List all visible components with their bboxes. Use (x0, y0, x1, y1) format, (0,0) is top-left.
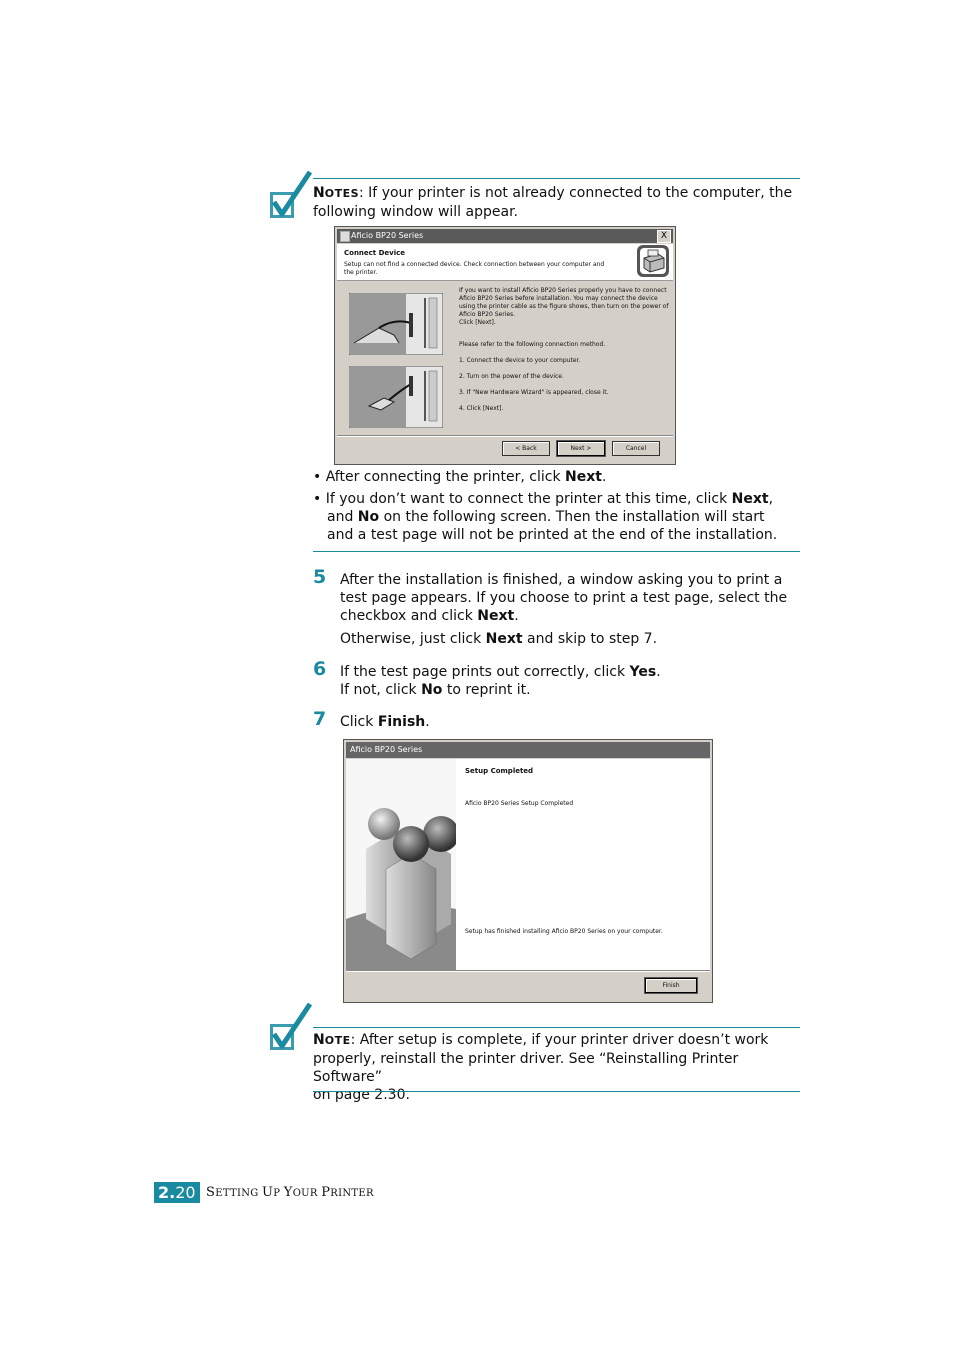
step-5-number: 5 (313, 566, 327, 588)
page-number-tag: 2.20 (154, 1182, 200, 1203)
instructions-text: If you want to install Aficio BP20 Series properly you have to connect Aficio BP20 Series before installation. You may connect the device using the printer cable as the figure shows, then turn on the power of Aficio BP20 Series. Click [Next]. (459, 287, 669, 326)
running-footer-title: SETTING UP YOUR PRINTER (206, 1185, 374, 1200)
step-5-text: After the installation is finished, a window asking you to print a test page appears. If you choose to print a test page, select the checkbox and click Next. (340, 572, 788, 624)
step-7-text: Click Finish. (340, 714, 430, 730)
dialog-separator (337, 435, 673, 437)
printer-app-icon (340, 231, 350, 242)
close-button[interactable]: X (657, 230, 671, 243)
next-button[interactable]: Next > (557, 441, 605, 456)
connection-step-1: 1. Connect the device to your computer. (459, 357, 581, 364)
note-checkmark-icon (268, 1002, 314, 1054)
cable-connection-illustration-2 (349, 366, 443, 428)
step-6-number: 6 (313, 658, 327, 680)
setup-completed-line: Aficio BP20 Series Setup Completed (465, 800, 574, 807)
wizard-content-panel (456, 759, 710, 970)
notes-bottom-rule (313, 551, 800, 552)
connection-step-3: 3. If "New Hardware Wizard" is appeared, close it. (459, 389, 609, 396)
step-7-number: 7 (313, 708, 327, 730)
notes-top-rule (313, 178, 800, 179)
dialog-header (337, 244, 673, 281)
note-top-rule (313, 1027, 800, 1028)
setup-completed-dialog (343, 739, 713, 1003)
dialog-title: Aficio BP20 Series (351, 231, 424, 240)
cable-connection-illustration-1 (349, 293, 443, 355)
setup-completed-heading: Setup Completed (465, 767, 534, 775)
header-title: Connect Device (344, 249, 406, 257)
bullet-after-connecting: • After connecting the printer, click Next. (313, 469, 607, 485)
step-5-otherwise: Otherwise, just click Next and skip to step 7. (340, 631, 658, 647)
dialog-separator (346, 970, 710, 972)
connection-step-4: 4. Click [Next]. (459, 405, 504, 412)
notes-text: NOTES: If your printer is not already connected to the computer, the following window will appear. (313, 185, 793, 220)
method-intro: Please refer to the following connection method. (459, 341, 606, 348)
dialog-title-bar (346, 742, 710, 758)
back-button[interactable]: < Back (502, 441, 550, 456)
cancel-button[interactable]: Cancel (612, 441, 660, 456)
dialog-title: Aficio BP20 Series (350, 745, 423, 754)
dialog-title-bar (337, 229, 673, 243)
header-subtitle-2: the printer. (344, 269, 378, 276)
connection-step-2: 2. Turn on the power of the device. (459, 373, 564, 380)
note-bottom-rule (313, 1091, 800, 1092)
step-6-text: If the test page prints out correctly, click Yes. If not, click No to reprint it. (340, 664, 661, 698)
header-subtitle-1: Setup can not find a connected device. Check connection between your computer and (344, 261, 605, 268)
note-text: NOTE: After setup is complete, if your printer driver doesn’t work properly, reinstall the printer driver. See “Reinstalling Printer Software” on page 2.30. (313, 1032, 769, 1103)
note-checkmark-icon (268, 170, 314, 222)
bullet-dont-connect: • If you don’t want to connect the printer at this time, click Next, and No on the following screen. Then the installation will start and a test page will not be printed at the end of the installation. (313, 491, 778, 543)
figures-illustration (346, 759, 456, 970)
printer-icon (636, 244, 670, 278)
connect-device-dialog (334, 226, 676, 465)
setup-finished-line: Setup has finished installing Aficio BP20 Series on your computer. (465, 928, 663, 935)
wizard-side-image (346, 759, 456, 970)
finish-button[interactable]: Finish (645, 978, 697, 993)
